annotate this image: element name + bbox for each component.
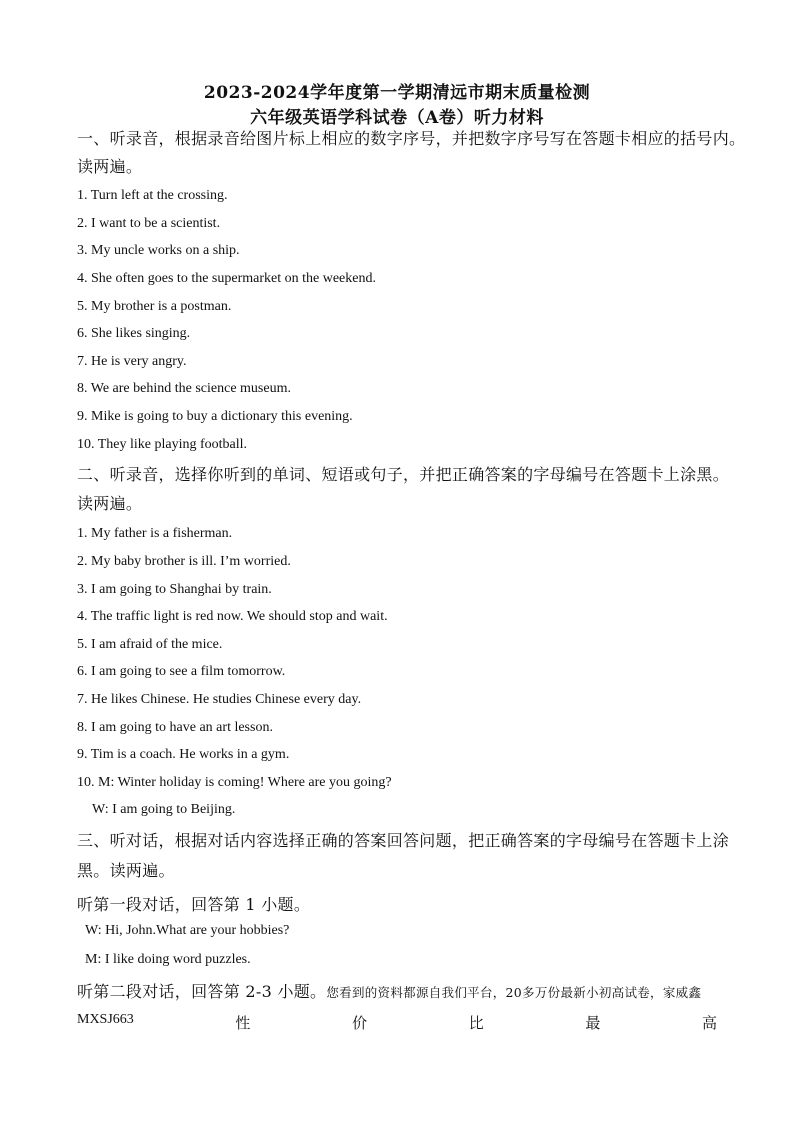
part2-item-4: 4. The traffic light is red now. We should stop and wait. <box>77 609 388 624</box>
part2-item-8: 8. I am going to have an art lesson. <box>77 720 273 735</box>
part2-instruction-cont: 读两遍。 <box>77 494 143 513</box>
part3-dialog2-intro: 听第二段对话，回答第 2-3 小题。 <box>77 982 327 1001</box>
document-title: 2023-2024学年度第一学期清远市期末质量检测 <box>203 83 591 103</box>
footer-word-3: 价 <box>352 1014 368 1032</box>
part2-item-5: 5. I am afraid of the mice. <box>77 637 223 652</box>
part3-dialog2-intro-line <box>77 979 701 1002</box>
footer-word-2: 性 <box>235 1014 251 1032</box>
part2-item-2: 2. My baby brother is ill. I’m worried. <box>77 554 291 569</box>
part1-item-10: 10. They like playing football. <box>77 437 248 452</box>
part1-instruction-cont: 读两遍。 <box>77 157 143 176</box>
part1-item-1: 1. Turn left at the crossing. <box>77 188 228 203</box>
part2-item-7: 7. He likes Chinese. He studies Chinese every day. <box>77 692 362 707</box>
part2-item-10: 10. M: Winter holiday is coming! Where are you going? <box>77 775 392 790</box>
part3-instruction-cont: 黑。读两遍。 <box>77 861 175 880</box>
footer-word-5: 最 <box>585 1014 601 1032</box>
footer-word-4: 比 <box>468 1014 484 1032</box>
part2-item-3: 3. I am going to Shanghai by train. <box>77 582 272 597</box>
part2-item-10-reply: W: I am going to Beijing. <box>92 802 236 817</box>
part1-item-9: 9. Mike is going to buy a dictionary this evening. <box>77 409 353 424</box>
footer-word-1: MXSJ663 <box>77 1012 134 1027</box>
part3-instruction: 三、听对话，根据对话内容选择正确的答案回答问题，把正确答案的字母编号在答题卡上涂 <box>77 831 730 850</box>
document-subtitle: 六年级英语学科试卷（A卷）听力材料 <box>250 108 544 128</box>
footer-spread-text <box>77 1012 717 1033</box>
part1-item-4: 4. She often goes to the supermarket on the weekend. <box>77 271 376 286</box>
part1-item-2: 2. I want to be a scientist. <box>77 216 221 231</box>
part3-dialog2-note: 您看到的资料都源自我们平台，20多万份最新小初高试卷，家威鑫 <box>326 985 702 1000</box>
footer-word-6: 高 <box>701 1014 717 1032</box>
part1-item-3: 3. My uncle works on a ship. <box>77 243 240 258</box>
part2-item-1: 1. My father is a fisherman. <box>77 526 233 541</box>
part1-item-7: 7. He is very angry. <box>77 354 187 369</box>
part1-item-6: 6. She likes singing. <box>77 326 191 341</box>
part1-item-8: 8. We are behind the science museum. <box>77 381 291 396</box>
part2-item-9: 9. Tim is a coach. He works in a gym. <box>77 747 290 762</box>
part1-instruction: 一、听录音，根据录音给图片标上相应的数字序号，并把数字序号写在答题卡相应的括号内。 <box>77 129 746 148</box>
part2-instruction: 二、听录音，选择你听到的单词、短语或句子，并把正确答案的字母编号在答题卡上涂黑。 <box>77 465 730 484</box>
part3-dialog1-intro: 听第一段对话，回答第 1 小题。 <box>77 895 311 914</box>
part3-dialog1-w: W: Hi, John.What are your hobbies? <box>85 923 290 938</box>
part1-item-5: 5. My brother is a postman. <box>77 299 232 314</box>
part2-item-6: 6. I am going to see a film tomorrow. <box>77 664 286 679</box>
part3-dialog1-m: M: I like doing word puzzles. <box>85 952 251 967</box>
